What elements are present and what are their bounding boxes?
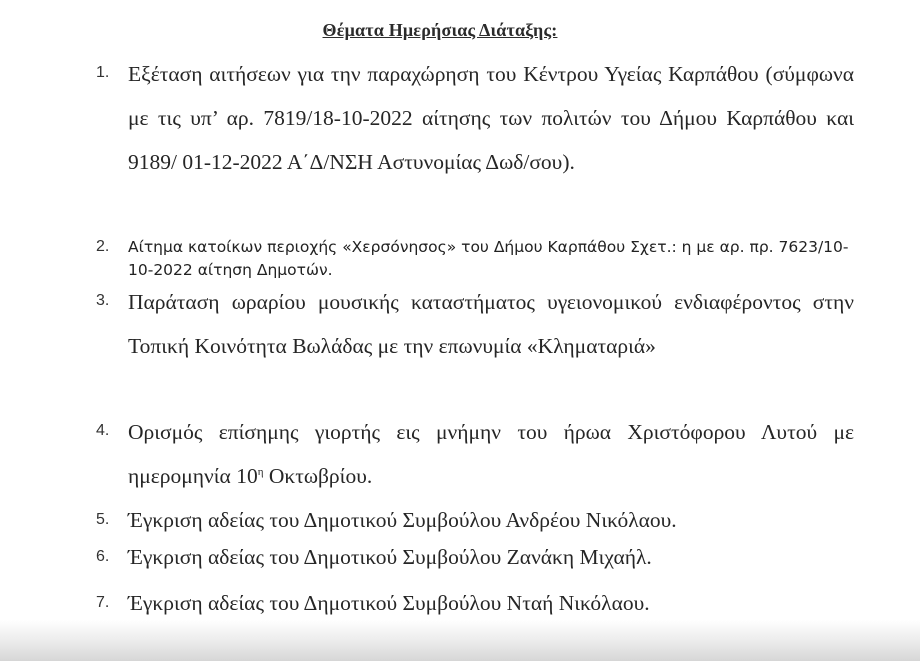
agenda-item-4: [96, 410, 854, 498]
item-text: Παράταση ωραρίου μουσικής καταστήματος υγειονομικού ενδιαφέροντος στην Τοπική Κοινότητα Βωλάδας με την επωνυμία «Κληματαριά»: [128, 290, 854, 358]
item-text: Έγκριση αδείας του Δημοτικού Συμβούλου Νταή Νικόλαου.: [128, 591, 650, 615]
item-text: Έγκριση αδείας του Δημοτικού Συμβούλου Ανδρέου Νικόλαου.: [128, 508, 677, 532]
item-number: 2.: [96, 238, 110, 255]
agenda-item-3: [96, 280, 854, 368]
agenda-item-1: [96, 52, 854, 184]
agenda-item-5: [96, 506, 854, 534]
item-number: 1.: [96, 64, 110, 81]
item-text: Εξέταση αιτήσεων για την παραχώρηση του Κέντρου Υγείας Καρπάθου (σύμφωνα με τις υπ’ αρ. 7819/18-10-2022 αίτησης των πολιτών του Δήμου Καρπάθου και 9189/ 01-12-2022 Α΄Δ/ΝΣΗ Αστυνομίας Δωδ/σου).: [128, 62, 854, 174]
item-text: Έγκριση αδείας του Δημοτικού Συμβούλου Ζανάκη Μιχαήλ.: [128, 545, 652, 569]
scan-shadow: [0, 620, 920, 661]
item-text: Αίτημα κατοίκων περιοχής «Χερσόνησος» του Δήμου Καρπάθου Σχετ.: η με αρ. πρ. 7623/10-10-2022 αίτηση Δημοτών.: [128, 238, 849, 279]
agenda-item-2: [96, 236, 854, 282]
agenda-item-7: [96, 589, 854, 617]
item-text-main: Ορισμός επίσημης γιορτής εις μνήμην του ήρωα Χριστόφορου Λυτού με ημερομηνία 10: [128, 420, 854, 488]
item-number: 5.: [96, 511, 110, 528]
item-text: [128, 410, 854, 498]
agenda-heading: Θέματα Ημερήσιας Διάταξης:: [322, 20, 558, 40]
item-text-tail: Οκτωβρίου.: [263, 464, 373, 488]
item-number: 4.: [96, 422, 110, 439]
item-number: 3.: [96, 292, 110, 309]
item-number: 7.: [96, 594, 110, 611]
agenda-item-6: [96, 543, 854, 571]
ordinal-superscript: η: [257, 465, 264, 478]
item-number: 6.: [96, 548, 110, 565]
